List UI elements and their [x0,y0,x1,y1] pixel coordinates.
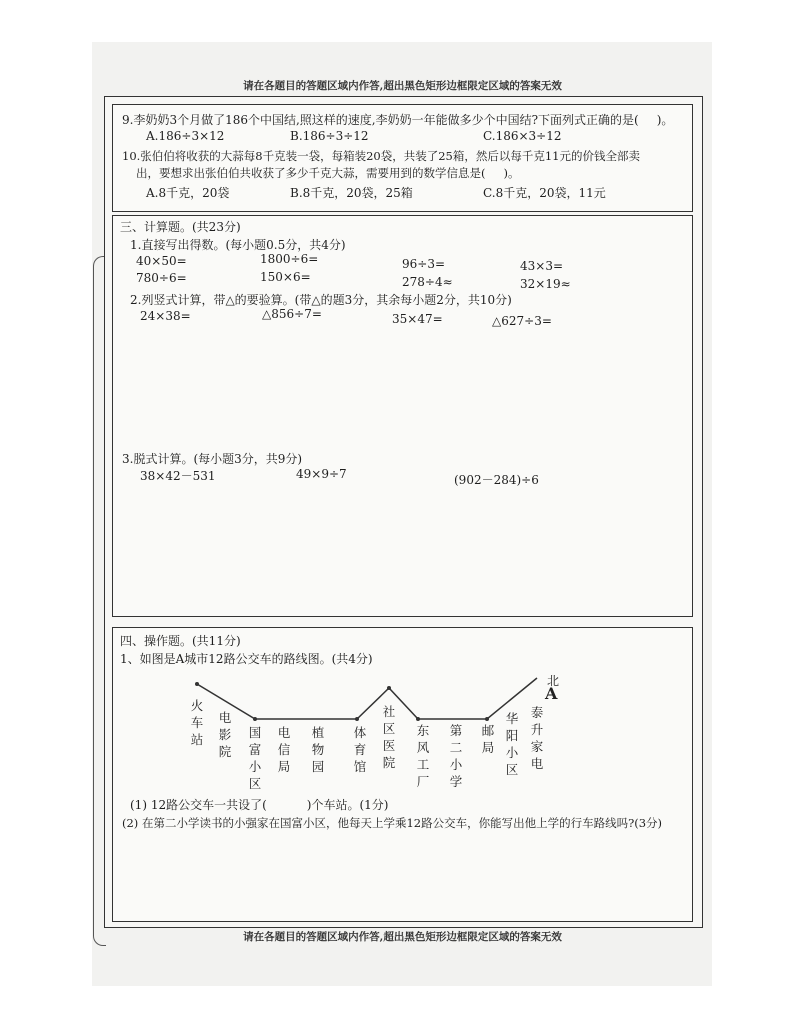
stepwise-item-3: (902－284)÷6 [454,473,539,487]
station-label: 电信局 [277,725,291,774]
route-node [253,717,257,721]
station-label: 火车站 [190,698,204,747]
q10-stem-line1: 10.张伯伯将收获的大蒜每8千克装一袋，每箱装20袋，共装了25箱，然后以每千克11元的价钱全部卖 [122,149,641,163]
oral-item-5: 96÷3= [402,257,446,271]
header-notice-bottom: 请在各题目的答题区域内作答,超出黑色矩形边框限定区域的答案无效 [243,931,562,943]
route-subquestion-1: (1) 12路公交车一共设了( )个车站。(1分) [130,798,389,812]
route-node [355,717,359,721]
station-label: 邮局 [481,723,495,755]
oral-item-7: 43×3= [520,259,564,273]
oral-item-1: 40×50= [136,254,187,268]
route-node [416,717,420,721]
q9-option-a: A.186÷3×12 [146,129,225,143]
section4-title: 四、操作题。(共11分) [120,634,241,648]
station-label: 泰升家电 [530,705,544,771]
q10-option-c: C.8千克，20袋，11元 [483,186,606,200]
station-label: 电影院 [218,710,232,759]
q9-option-c: C.186×3÷12 [483,129,562,143]
oral-item-3: 1800÷6= [260,252,319,266]
part3-title: 3.脱式计算。(每小题3分，共9分) [122,452,303,466]
oral-item-2: 780÷6= [136,271,187,285]
route-node [387,686,391,690]
oral-item-6: 278÷4≈ [402,275,453,289]
vertical-item-2: △856÷7= [262,307,322,321]
station-label: 东风工厂 [416,723,430,789]
stepwise-item-1: 38×42－531 [140,469,216,483]
route-node [195,682,199,686]
station-label: 植物园 [311,725,325,774]
north-arrow-icon: A [545,684,558,703]
header-notice-top: 请在各题目的答题区域内作答,超出黑色矩形边框限定区域的答案无效 [243,80,562,92]
q10-option-b: B.8千克，20袋，25箱 [290,186,413,200]
stepwise-item-2: 49×9÷7 [296,467,347,481]
section3-title: 三、计算题。(共23分) [120,220,241,234]
q10-stem-line2: 出，要想求出张伯伯共收获了多少千克大蒜，需要用到的数学信息是( )。 [136,166,520,180]
part2-title: 2.列竖式计算，带△的要验算。(带△的题3分，其余每小题2分，共10分) [130,293,512,307]
route-subquestion-2: (2) 在第二小学读书的小强家在国富小区，他每天上学乘12路公交车，你能写出他上学的行车路线吗?(3分) [122,816,663,830]
vertical-item-3: 35×47= [392,312,443,326]
route-node [485,717,489,721]
station-label: 社区医院 [382,704,396,770]
route-question-title: 1、如图是A城市12路公交车的路线图。(共4分) [120,652,373,666]
q9-stem: 9.李奶奶3个月做了186个中国结,照这样的速度,李奶奶一年能做多少个中国结?下面列式正确的是( )。 [122,113,674,127]
q9-option-b: B.186÷3÷12 [290,129,369,143]
q10-option-a: A.8千克，20袋 [146,186,230,200]
bus-route-line [197,678,537,719]
station-label: 第二小学 [449,723,463,789]
station-label: 华阳小区 [505,711,519,777]
station-label: 国富小区 [248,725,262,791]
vertical-item-1: 24×38= [140,309,191,323]
oral-item-4: 150×6= [260,270,311,284]
station-label: 体育馆 [353,725,367,774]
north-label: 北 [547,674,560,688]
vertical-item-4: △627÷3= [492,314,552,328]
oral-item-8: 32×19≈ [520,277,571,291]
part1-title: 1.直接写出得数。(每小题0.5分，共4分) [130,238,346,252]
